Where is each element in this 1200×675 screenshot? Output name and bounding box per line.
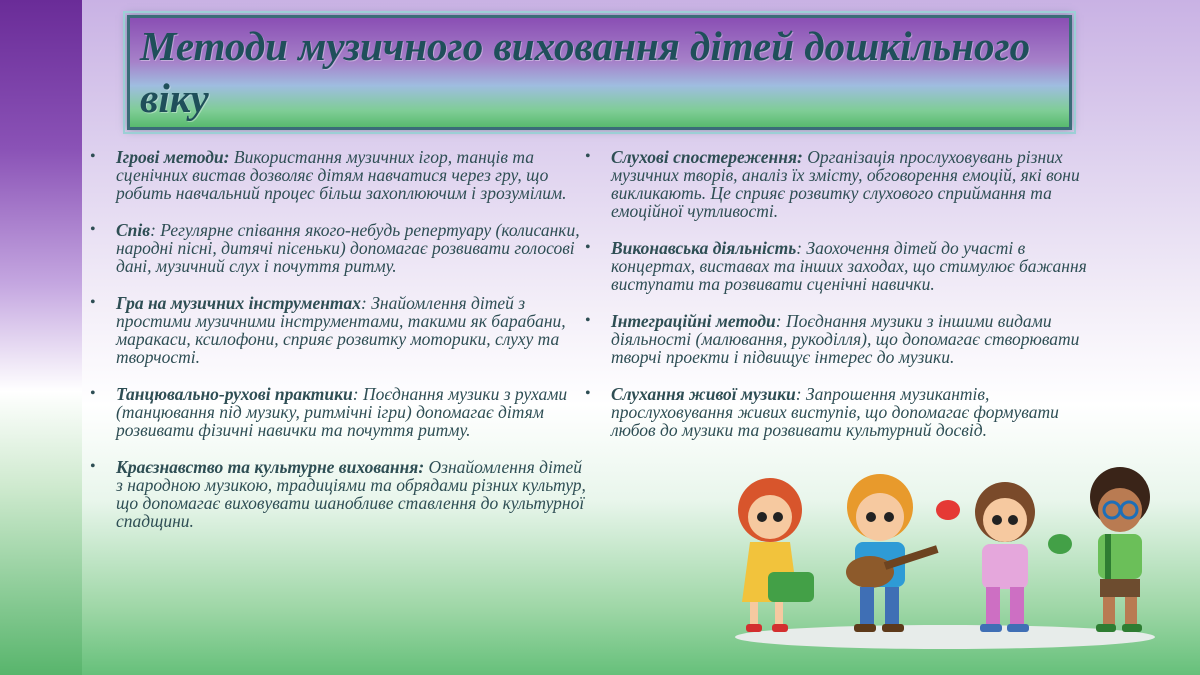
item-term: Слухові спостереження: (611, 147, 803, 167)
bullet-icon: • (585, 385, 591, 402)
list-item (90, 294, 590, 366)
list-item (585, 148, 1105, 220)
page-title: Методи музичного виховання дітей дошкільного віку (140, 23, 1031, 121)
item-text: : Знайомлення дітей з простими музичними інструментами, такими як барабани, маракаси, ксилофони, сприяє розвитку моторики, слуху та творчості. (116, 293, 566, 367)
bullet-icon: • (90, 458, 96, 475)
ground-shadow (735, 625, 1155, 649)
list-item (585, 239, 1105, 293)
title-box (127, 15, 1072, 130)
item-term: Слухання живої музики (611, 384, 796, 404)
list-item (90, 148, 590, 202)
item-term: Виконавська діяльність (611, 238, 797, 258)
item-term: Краєзнавство та культурне виховання: (116, 457, 425, 477)
left-column (90, 148, 590, 549)
item-text: : Заохочення дітей до участі в концертах, виставах та інших заходах, що стимулює бажання виступати та розвивати сценічні навички. (611, 238, 1087, 294)
item-text: Використання музичних ігор, танців та сценічних вистав дозволяє дітям навчатися через гру, що робить навчальний процес більш захоплюючим і зрозумілим. (116, 147, 567, 203)
item-text: : Запрошення музикантів, прослуховування живих виступів, що допомагає формувати любов до музики та розвивати культурний досвід. (611, 384, 1059, 440)
item-term: Танцювально-рухові практики (116, 384, 353, 404)
item-term: Спів (116, 220, 151, 240)
children-music-illustration (720, 462, 1160, 652)
list-item (585, 385, 1105, 439)
item-term: Ігрові методи: (116, 147, 230, 167)
item-term: Інтеграційні методи (611, 311, 776, 331)
item-text: Організація прослуховувань різних музичних творів, аналіз їх змісту, обговорення емоцій, які вони викликають. Це сприяє розвитку слухового сприймання та емоційної чутливості. (611, 147, 1080, 221)
bullet-icon: • (585, 148, 591, 165)
item-text: : Поєднання музики з іншими видами діяльності (малювання, рукоділля), що допомагає створювати творчі проекти і підвищує інтерес до музики. (611, 311, 1080, 367)
bullet-icon: • (90, 148, 96, 165)
item-text: : Поєднання музики з рухами (танцювання під музику, ритмічні ігри) допомагає дітям розвивати фізичні навички та почуття ритму. (116, 384, 568, 440)
girl-with-drum (738, 478, 814, 632)
right-column (585, 148, 1105, 458)
boy-with-flute (1090, 467, 1150, 632)
boy-with-guitar (846, 474, 939, 632)
bullet-icon: • (585, 239, 591, 256)
list-item (90, 221, 590, 275)
list-item (90, 458, 590, 530)
item-term: Гра на музичних інструментах (116, 293, 362, 313)
bullet-icon: • (90, 385, 96, 402)
bullet-icon: • (90, 221, 96, 238)
item-text: Ознайомлення дітей з народною музикою, традиціями та обрядами різних культур, що допомагає виховувати шанобливе ставлення до культурної спадщини. (116, 457, 586, 531)
list-item (90, 385, 590, 439)
left-decor-bar (0, 0, 82, 675)
bullet-icon: • (90, 294, 96, 311)
list-item (585, 312, 1105, 366)
bullet-icon: • (585, 312, 591, 329)
girl-with-maracas (936, 482, 1072, 632)
item-text: : Регулярне співання якого-небудь репертуару (колисанки, народні пісні, дитячі пісеньки) допомагає розвивати голосові дані, музичний слух і почуття ритму. (116, 220, 580, 276)
